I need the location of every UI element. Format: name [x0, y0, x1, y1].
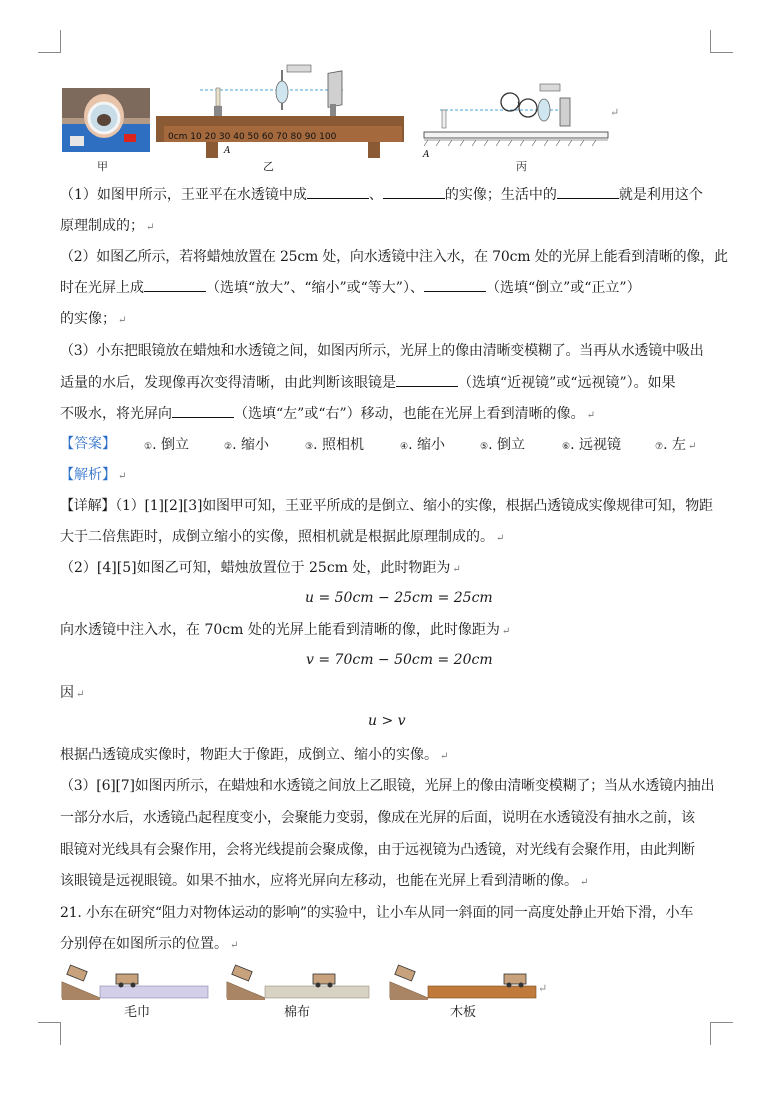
figure-jia-photo	[62, 88, 150, 152]
q3-line2: 适量的水后，发现像再次变得清晰，由此判断该眼镜是 （选填“近视镜”或“远视镜”）。如果	[60, 372, 720, 393]
detail-line9: 眼镜对光线具有会聚作用，会将光线提前会聚成像，由于远视镜为凸透镜，对光线有会聚作用，由此判断	[60, 842, 695, 858]
incline-towel-figure	[60, 962, 210, 1000]
formula-comparison: u > v	[368, 713, 406, 729]
q2-line3: 的实像； ↵	[60, 311, 127, 327]
ruler-point-label: A	[224, 146, 231, 156]
detail-line3: （2）[4][5]如图乙可知，蜡烛放置位于 25cm 处，此时物距为 ↵	[60, 560, 461, 576]
crop-mark-bottom-right	[710, 1022, 733, 1045]
detail-line4: 向水透镜中注入水，在 70cm 处的光屏上能看到清晰的像，此时像距为 ↵	[60, 622, 511, 638]
answer-label: 【答案】	[60, 436, 116, 452]
answer-item: ④. 缩小	[400, 437, 445, 453]
q3-line1: （3）小东把眼镜放在蜡烛和水透镜之间，如图丙所示，光屏上的像由清晰变模糊了。当再从水透镜中吸出	[60, 343, 704, 359]
detail-line7: （3）[6][7]如图丙所示，在蜡烛和水透镜之间放上乙眼镜，光屏上的像由清晰变模糊了；当从水透镜内抽出	[60, 778, 715, 794]
detail-line2: 大于二倍焦距时，成倒立缩小的实像，照相机就是根据此原理制成的。 ↵	[60, 529, 505, 545]
formula-object-distance: u = 50cm − 25cm = 25cm	[305, 590, 493, 606]
incline-wood-figure	[388, 962, 538, 1000]
detail-line6: 根据凸透镜成实像时，物距大于像距，成倒立、缩小的实像。 ↵	[60, 747, 449, 763]
crop-mark-top-right	[710, 30, 733, 53]
q1-line1: （1）如图甲所示，王亚平在水透镜中成 、 的实像；生活中的 就是利用这个	[60, 184, 720, 205]
answer-item: ②. 缩小	[224, 437, 269, 453]
caption-bing: 丙	[516, 160, 527, 173]
svg-text:A: A	[423, 150, 430, 160]
figure-bing-bench-with-glasses	[420, 78, 615, 160]
label-towel: 毛巾	[124, 1005, 151, 1020]
q2-line2: 时在光屏上成 （选填“放大”、“缩小”或“等大”）、 （选填“倒立”或“正立”）	[60, 277, 720, 298]
caption-jia: 甲	[97, 160, 108, 173]
detail-line8: 一部分水后，水透镜凸起程度变小，会聚能力变弱，像成在光屏的后面，说明在水透镜没有抽水之前，该	[60, 810, 695, 826]
return-mark: ↵	[610, 106, 620, 119]
answer-item: ⑦. 左 ↵	[655, 437, 697, 453]
return-mark: ↵	[538, 982, 548, 995]
crop-mark-top-left	[38, 30, 61, 53]
detail-line10: 该眼镜是远视眼镜。如果不抽水，应将光屏向左移动，也能在光屏上看到清晰的像。 ↵	[60, 873, 589, 889]
crop-mark-bottom-left	[38, 1022, 61, 1045]
q21-line2: 分别停在如图所示的位置。 ↵	[60, 936, 239, 952]
formula-image-distance: v = 70cm − 50cm = 20cm	[306, 652, 493, 668]
q2-line1: （2）如图乙所示，若将蜡烛放置在 25cm 处，向水透镜中注入水，在 70cm 处的光屏上能看到清晰的像，此	[60, 249, 728, 265]
q1-line2: 原理制成的； ↵	[60, 218, 155, 234]
incline-cotton-figure	[225, 962, 370, 1000]
answer-item: ③. 照相机	[305, 437, 364, 453]
figure-yi-optical-bench	[154, 60, 406, 160]
q21-line1: 21. 小东在研究“阻力对物体运动的影响”的实验中，让小车从同一斜面的同一高度处静止开始下滑，小车	[60, 905, 694, 921]
answer-item: ⑤. 倒立	[480, 437, 525, 453]
caption-yi: 乙	[263, 160, 274, 173]
detail-line5: 因 ↵	[60, 685, 85, 701]
answer-item: ⑥. 远视镜	[562, 437, 621, 453]
ruler-scale-label: 0cm 10 20 30 40 50 60 70 80 90 100	[168, 132, 337, 142]
answer-item: ①. 倒立	[144, 437, 189, 453]
label-wood: 木板	[450, 1005, 477, 1020]
analysis-label: 【解析】 ↵	[60, 467, 127, 483]
q3-line3: 不吸水，将光屏向 （选填“左”或“右”）移动，也能在光屏上看到清晰的像。 ↵	[60, 403, 720, 426]
label-cotton: 棉布	[284, 1005, 311, 1020]
detail-line1: 【详解】（1）[1][2][3]如图甲可知，王亚平所成的是倒立、缩小的实像，根据凸透镜成实像规律可知，物距	[60, 498, 713, 514]
